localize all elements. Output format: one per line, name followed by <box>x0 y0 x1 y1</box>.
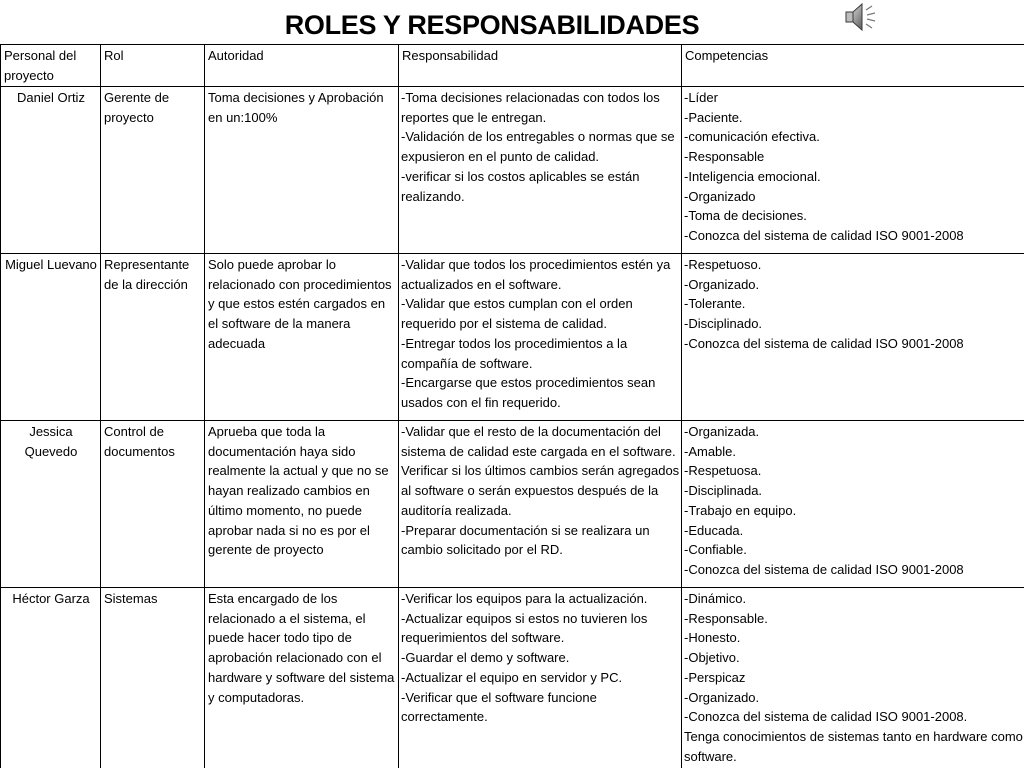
competency-item: -Respetuosa. <box>684 463 762 479</box>
role-cell: Gerente de proyecto <box>101 87 205 254</box>
competency-item: -Amable. <box>684 443 737 459</box>
competency-item: -Disciplinado. <box>684 316 763 332</box>
table-row <box>1 588 1024 768</box>
competency-item: -comunicación efectiva. <box>684 129 820 145</box>
competency-cell <box>682 588 1024 768</box>
responsibility-cell <box>399 588 682 768</box>
person-cell: Héctor Garza <box>1 588 101 768</box>
competency-item: -Conozca del sistema de calidad ISO 9001-2008. <box>684 709 968 725</box>
competency-item: -Objetivo. <box>684 650 740 666</box>
authority-cell: Aprueba que toda la documentación haya sido realmente la actual y que no se hayan realizado cambios en último momento, no puede aprobar nada si no es por el gerente de proyecto <box>205 421 399 588</box>
competency-item: -Toma de decisiones. <box>684 208 807 224</box>
competency-item: -Respetuoso. <box>684 257 762 272</box>
competency-item: -Conozca del sistema de calidad ISO 9001-2008 <box>684 227 964 243</box>
competency-item: -Conozca del sistema de calidad ISO 9001-2008 <box>684 561 964 577</box>
table-row <box>1 254 1024 421</box>
responsibility-item: -Preparar documentación si se realizara un cambio solicitado por el RD. <box>401 522 650 558</box>
responsibility-item: -Entregar todos los procedimientos a la compañía de software. <box>401 335 628 371</box>
competency-item: -Organizada. <box>684 424 760 439</box>
competency-item: -Organizado. <box>684 276 760 292</box>
responsibility-item: -Actualizar equipos si estos no tuvieren los requerimientos del software. <box>401 610 648 646</box>
competency-item: -Honesto. <box>684 630 741 646</box>
column-header-competencias: Competencias <box>682 45 1024 87</box>
responsibility-cell <box>399 254 682 421</box>
role-cell: Sistemas <box>101 588 205 768</box>
column-header-rol: Rol <box>101 45 205 87</box>
competency-item: -Perspicaz <box>684 669 746 685</box>
responsibility-item: -Toma decisiones relacionadas con todos los reportes que le entregan. <box>401 90 660 125</box>
page-title: ROLES Y RESPONSABILIDADES <box>284 10 700 40</box>
responsibility-item: -Guardar el demo y software. <box>401 650 570 666</box>
responsibility-item: -Validar que todos los procedimientos estén ya actualizados en el software. <box>401 257 671 292</box>
responsibility-item: -Encargarse que estos procedimientos sean usados con el fin requerido. <box>401 375 656 410</box>
competency-cell <box>682 87 1024 254</box>
competency-item: -Trabajo en equipo. <box>684 502 797 518</box>
responsibility-cell <box>399 421 682 588</box>
roles-table <box>0 44 1024 768</box>
role-cell: Representante de la dirección <box>101 254 205 421</box>
competency-item: -Organizado <box>684 188 756 204</box>
responsibility-item: -Actualizar el equipo en servidor y PC. <box>401 669 623 685</box>
competency-item: -Confiable. <box>684 542 747 558</box>
competency-cell <box>682 254 1024 421</box>
authority-cell: Esta encargado de los relacionado a el sistema, el puede hacer todo tipo de aprobación relacionado con el hardware y software del sistema y computadoras. <box>205 588 399 768</box>
person-cell: Jessica Quevedo <box>1 421 101 588</box>
competency-item: -Dinámico. <box>684 591 747 606</box>
speaker-sound-icon[interactable] <box>843 1 877 33</box>
column-header-responsabilidad: Responsabilidad <box>399 45 682 87</box>
responsibility-item: -Validar que estos cumplan con el orden requerido por el sistema de calidad. <box>401 296 633 332</box>
table-row <box>1 87 1024 254</box>
responsibility-item: -Verificar los equipos para la actualización. <box>401 591 648 606</box>
table-header-row <box>1 45 1024 87</box>
competency-item: -Paciente. <box>684 109 743 125</box>
competency-item: -Disciplinada. <box>684 483 763 499</box>
competency-item: Tenga conocimientos de sistemas tanto en hardware como software. <box>684 728 1023 764</box>
competency-item: -Responsable. <box>684 610 768 626</box>
person-cell: Daniel Ortiz <box>1 87 101 254</box>
competency-item: -Organizado. <box>684 689 760 705</box>
responsibility-item: -Verificar que el software funcione correctamente. <box>401 689 597 725</box>
table-row <box>1 421 1024 588</box>
authority-cell: Toma decisiones y Aprobación en un:100% <box>205 87 399 254</box>
person-cell: Miguel Luevano <box>1 254 101 421</box>
authority-cell: Solo puede aprobar lo relacionado con procedimientos y que estos estén cargados en el software de la manera adecuada <box>205 254 399 421</box>
competency-item: -Tolerante. <box>684 296 746 312</box>
competency-item: -Líder <box>684 90 718 105</box>
competency-item: -Conozca del sistema de calidad ISO 9001-2008 <box>684 335 964 351</box>
responsibility-item: -Validación de los entregables o normas que se expusieron en el punto de calidad. <box>401 129 675 165</box>
responsibility-item: -Validar que el resto de la documentación del sistema de calidad este cargada en el software. <box>401 424 676 459</box>
role-cell: Control de documentos <box>101 421 205 588</box>
column-header-autoridad: Autoridad <box>205 45 399 87</box>
responsibility-cell <box>399 87 682 254</box>
column-header-personal: Personal del proyecto <box>1 45 101 87</box>
responsibility-item: -verificar si los costos aplicables se están realizando. <box>401 168 640 204</box>
responsibility-item: Verificar si los últimos cambios serán agregados al software o serán expuestos después de la auditoría realizada. <box>401 463 680 518</box>
competency-item: -Educada. <box>684 522 744 538</box>
competency-cell <box>682 421 1024 588</box>
competency-item: -Responsable <box>684 149 765 165</box>
competency-item: -Inteligencia emocional. <box>684 168 821 184</box>
